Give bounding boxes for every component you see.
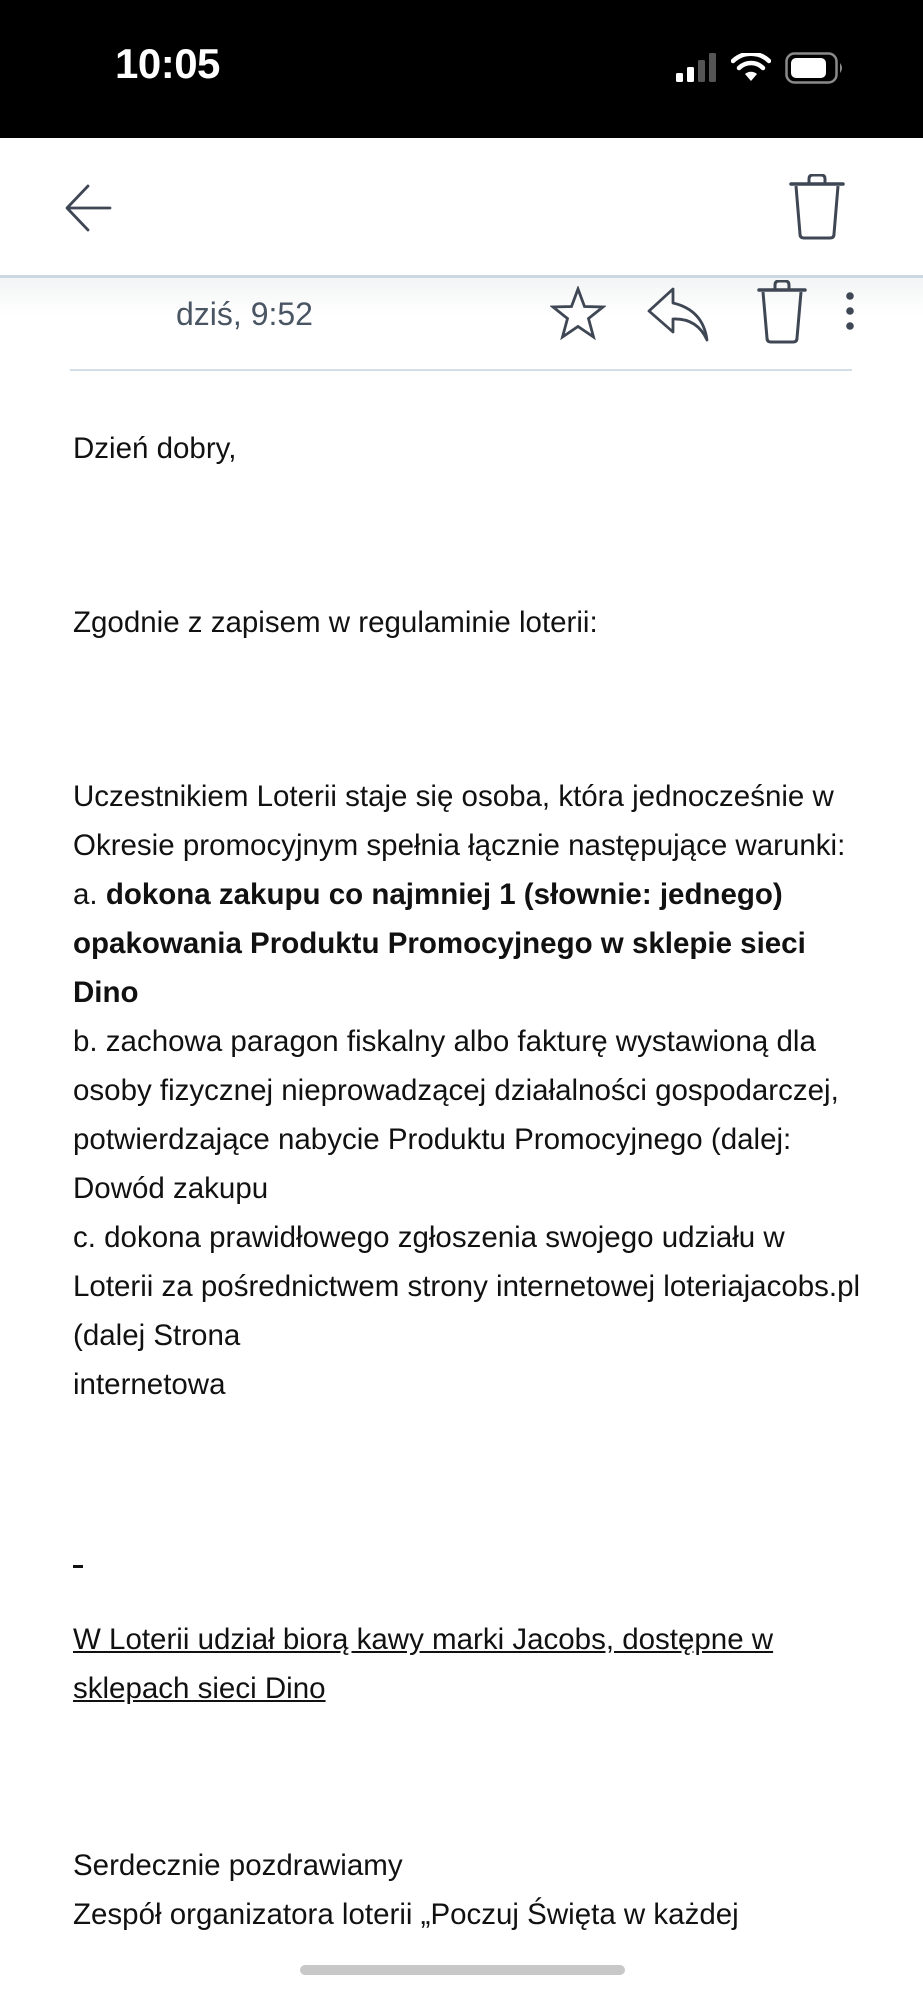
reply-button[interactable]	[645, 286, 711, 347]
message-delete-button[interactable]	[757, 280, 807, 349]
more-options-button[interactable]	[840, 290, 860, 345]
condition-b: b. zachowa paragon fiskalny albo fakturę wystawioną dla osoby fizycznej nieprowadzącej działalności gospodarczej, potwierdzające nabycie Produktu Promocyjnego (dalej: Dowód zakupu	[73, 1025, 839, 1205]
dash-separator	[73, 1539, 873, 1588]
cellular-signal-icon	[675, 53, 717, 83]
status-icons	[675, 52, 845, 84]
star-button[interactable]	[550, 286, 606, 347]
status-bar	[0, 0, 923, 138]
wifi-icon	[731, 53, 771, 83]
delete-button[interactable]	[789, 174, 845, 240]
message-meta-row	[0, 278, 923, 372]
arrow-left-icon	[62, 178, 122, 238]
closing-line: Serdecznie pozdrawiamy	[73, 1849, 403, 1882]
dash-text	[73, 1539, 83, 1588]
signature-line: Zespół organizatora loterii „Poczuj Święta w każdej	[73, 1898, 739, 1931]
greeting: Dzień dobry,	[73, 432, 237, 465]
condition-a-prefix: a.	[73, 878, 106, 911]
meta-divider	[70, 369, 852, 371]
condition-c-end: internetowa	[73, 1368, 226, 1401]
condition-c: c. dokona prawidłowego zgłoszenia swojego udziału w Loterii za pośrednictwem strony internetowej loteriajacobs.pl (dalej Strona	[73, 1221, 861, 1352]
conditions-intro: Uczestnikiem Loterii staje się osoba, która jednocześnie w Okresie promocyjnym spełnia łącznie następujące warunki:	[73, 780, 846, 862]
message-date: dziś, 9:52	[176, 296, 313, 332]
products-link[interactable]: W Loterii udział biorą kawy marki Jacobs, dostępne w sklepach sieci Dino	[73, 1623, 774, 1705]
trash-icon	[757, 280, 807, 344]
reply-icon	[645, 286, 711, 342]
home-indicator[interactable]	[300, 1965, 625, 1975]
back-button[interactable]	[62, 178, 122, 238]
products-link-paragraph	[73, 1615, 873, 1713]
trash-icon	[789, 174, 845, 240]
email-body	[73, 424, 873, 1939]
status-time: 10:05	[115, 40, 220, 87]
dash-mark	[73, 1565, 83, 1568]
more-vertical-icon	[840, 290, 860, 340]
star-icon	[550, 286, 606, 342]
intro-line: Zgodnie z zapisem w regulaminie loterii:	[73, 606, 598, 639]
battery-icon	[785, 52, 845, 84]
condition-a-text: dokona zakupu co najmniej 1 (słownie: jednego) opakowania Produktu Promocyjnego w sklepie sieci Dino	[73, 878, 806, 1009]
email-toolbar	[0, 138, 923, 278]
condition-a	[73, 870, 873, 1017]
